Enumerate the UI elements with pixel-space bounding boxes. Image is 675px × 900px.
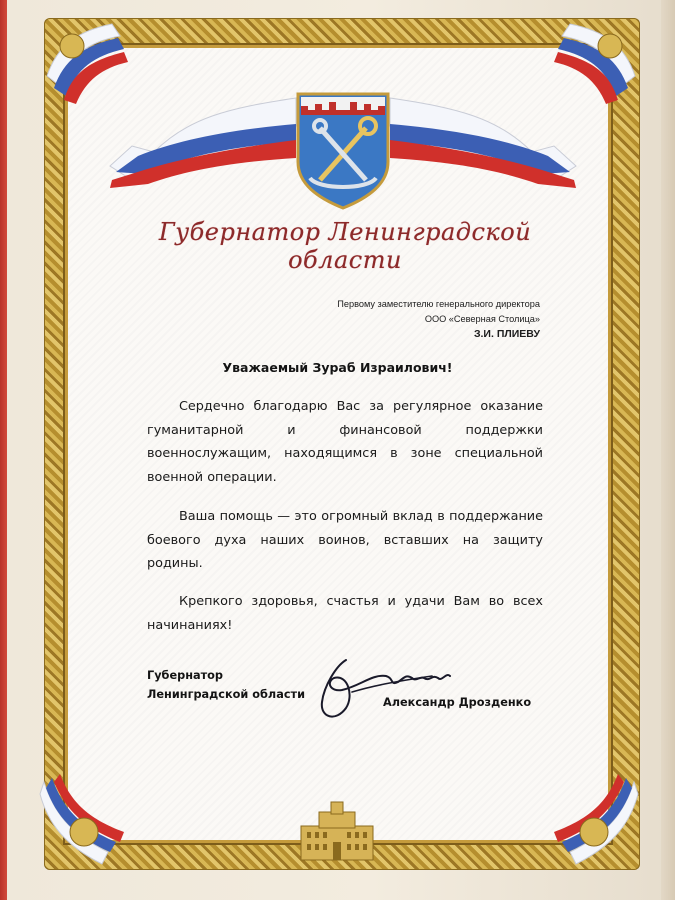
signatory-name: Александр Дрозденко — [383, 696, 532, 709]
government-building-icon — [297, 800, 377, 862]
salutation: Уважаемый Зураб Израилович! — [222, 360, 453, 375]
paragraph-text: Крепкого здоровья, счастья и удачи Вам во всех начинаниях! — [147, 594, 543, 633]
recipient-block — [337, 297, 540, 342]
recipient-position: Первому заместителю генерального директора — [337, 299, 540, 309]
paragraph-text: Сердечно благодарю Вас за регулярное оказание гуманитарной и финансовой поддержки военнослужащим, находящимся в зоне специальной военной операции. — [147, 399, 543, 485]
signatory-position — [147, 666, 305, 704]
letter-paragraph-3 — [147, 590, 543, 637]
paper-edge — [661, 0, 675, 900]
letterhead-title: Губернатор Ленинградской области — [158, 218, 532, 274]
recipient-company: ООО «Северная Столица» — [424, 314, 540, 324]
recipient-name: З.И. ПЛИЕВУ — [473, 328, 540, 340]
red-folder-edge — [0, 0, 7, 900]
left-flag-ribbon-icon — [108, 88, 298, 188]
paragraph-text: Ваша помощь — это огромный вклад в поддержание боевого духа наших воинов, вставших на защиту родины. — [147, 509, 543, 572]
right-flag-ribbon-icon — [388, 88, 578, 188]
signatory-position-line2: Ленинградской области — [147, 688, 305, 701]
bottom-right-flag-rosette-icon — [540, 772, 640, 872]
letter-paragraph-2 — [147, 505, 543, 576]
signatory-position-line1: Губернатор — [147, 669, 224, 682]
handwritten-signature — [312, 652, 452, 724]
leningrad-oblast-coat-of-arms-icon — [296, 92, 390, 210]
bottom-left-flag-rosette-icon — [38, 772, 138, 872]
letter-paragraph-1 — [147, 395, 543, 489]
